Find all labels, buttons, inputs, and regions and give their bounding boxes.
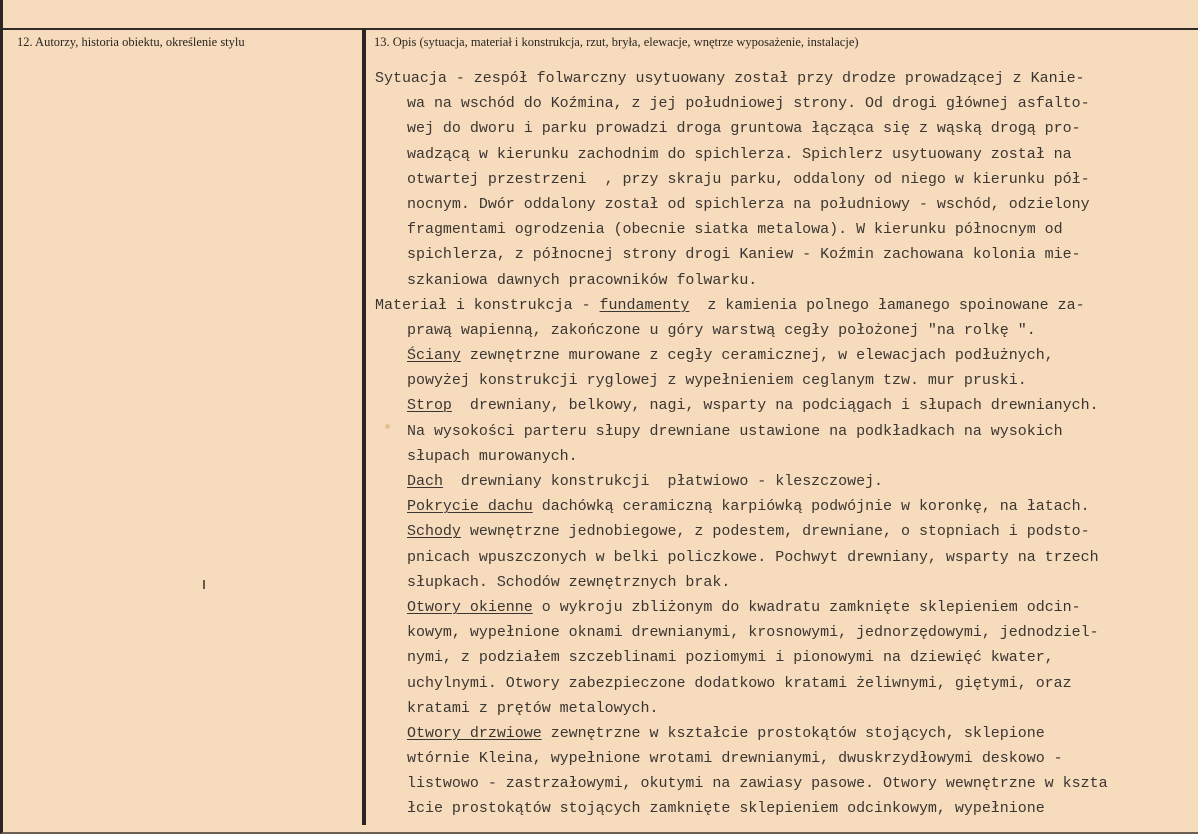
line-text: kratami z prętów metalowych.	[407, 699, 659, 717]
header-rule	[3, 28, 1198, 30]
section-12-heading: 12. Autorzy, historia obiektu, określenie stylu	[17, 35, 245, 49]
text-line	[375, 444, 1183, 469]
line-text: nocnym. Dwór oddalony został od spichlerza na południowy - wschód, odzielony	[407, 195, 1090, 213]
text-line	[375, 167, 1183, 192]
line-text: kowym, wypełnione oknami drewnianymi, krosnowymi, jednorzędowymi, jednodziel-	[407, 624, 1099, 642]
underlined-term: Otwory drzwiowe	[407, 724, 542, 742]
line-text: listwowo - zastrzałowymi, okutymi na zawiasy pasowe. Otwory wewnętrzne w kszta	[407, 775, 1108, 793]
text-line	[375, 696, 1183, 721]
text-line	[375, 419, 1183, 444]
line-text: zewnętrzne murowane z cegły ceramicznej, w elewacjach podłużnych,	[460, 347, 1054, 365]
line-text: powyżej konstrukcji ryglowej z wypełnieniem ceglanym tzw. mur pruski.	[407, 372, 1027, 390]
text-line	[375, 343, 1183, 368]
text-line	[375, 796, 1183, 821]
text-line	[375, 494, 1183, 519]
line-text: wtórnie Kleina, wypełnione wrotami drewnianymi, dwuskrzydłowymi deskowo -	[407, 750, 1063, 768]
text-line	[375, 721, 1183, 746]
text-line	[375, 192, 1183, 217]
line-text: nymi, z podziałem szczeblinami poziomymi i pionowymi na dziewięć kwater,	[407, 649, 1054, 667]
line-text: spichlerza, z północnej strony drogi Kaniew - Koźmin zachowana kolonia mie-	[407, 246, 1081, 264]
text-line	[375, 671, 1183, 696]
text-line	[375, 66, 1183, 91]
text-line	[375, 645, 1183, 670]
line-text: słupkach. Schodów zewnętrznych brak.	[407, 573, 731, 591]
underlined-term: Strop	[407, 397, 452, 415]
text-line	[375, 217, 1183, 242]
text-line	[375, 469, 1183, 494]
text-line	[375, 293, 1183, 318]
text-line	[375, 91, 1183, 116]
text-line	[375, 519, 1183, 544]
text-line	[375, 368, 1183, 393]
text-line	[375, 570, 1183, 595]
text-line	[375, 268, 1183, 293]
line-text: z kamienia polnego łamanego spoinowane za-	[689, 296, 1085, 314]
underlined-term: Ściany	[407, 347, 461, 365]
line-text: Sytuacja - zespół folwarczny usytuowany został przy drodze prowadzącej z Kanie-	[375, 70, 1085, 87]
line-text: dachówką ceramiczną karpiówką podwójnie w koronkę, na łatach.	[532, 498, 1090, 516]
text-line	[375, 545, 1183, 570]
line-text: szkaniowa dawnych pracowników folwarku.	[407, 271, 758, 289]
line-text: słupach murowanych.	[407, 447, 578, 465]
pen-mark	[203, 580, 205, 589]
column-divider	[362, 30, 366, 825]
text-line	[375, 318, 1183, 343]
description-text	[375, 66, 1183, 822]
text-line	[375, 620, 1183, 645]
text-line	[375, 771, 1183, 796]
line-text: łcie prostokątów stojących zamknięte sklepieniem odcinkowym, wypełnione	[407, 800, 1045, 818]
line-text: drewniany, belkowy, nagi, wsparty na podciągach i słupach drewnianych.	[451, 397, 1099, 415]
line-text: zewnętrzne w kształcie prostokątów stojących, sklepione	[541, 724, 1045, 742]
text-line	[375, 393, 1183, 418]
line-text: pnicach wpuszczonych w belki policzkowe. Pochwyt drewniany, wsparty na trzech	[407, 548, 1099, 566]
underlined-term: Schody	[407, 523, 461, 541]
text-line	[375, 242, 1183, 267]
text-line	[375, 746, 1183, 771]
line-text: prawą wapienną, zakończone u góry warstwą cegły położonej "na rolkę ".	[407, 321, 1036, 339]
line-text: Materiał i konstrukcja -	[375, 296, 600, 314]
underlined-term: fundamenty	[599, 296, 690, 314]
text-line	[375, 595, 1183, 620]
line-text: fragmentami ogrodzenia (obecnie siatka metalowa). W kierunku północnym od	[407, 221, 1063, 239]
line-text: otwartej przestrzeni , przy skraju parku, oddalony od niego w kierunku pół-	[407, 170, 1090, 188]
line-text: wej do dworu i parku prowadzi droga gruntowa łącząca się z wąską drogą pro-	[407, 120, 1081, 138]
underlined-term: Pokrycie dachu	[407, 498, 533, 516]
line-text: wa na wschód do Koźmina, z jej południowej strony. Od drogi głównej asfalto-	[407, 95, 1090, 113]
text-line	[375, 116, 1183, 141]
underlined-term: Dach	[407, 473, 443, 490]
line-text: drewniany konstrukcji płatwiowo - kleszczowej.	[442, 473, 884, 490]
text-line	[375, 142, 1183, 167]
line-text: o wykroju zbliżonym do kwadratu zamknięte sklepieniem odcin-	[532, 598, 1081, 616]
line-text: wewnętrzne jednobiegowe, z podestem, drewniane, o stopniach i podsto-	[460, 523, 1090, 541]
line-text: Na wysokości parteru słupy drewniane ustawione na podkładkach na wysokich	[407, 422, 1063, 440]
line-text: wadzącą w kierunku zachodnim do spichlerza. Spichlerz usytuowany został na	[407, 145, 1072, 163]
underlined-term: Otwory okienne	[407, 598, 533, 616]
section-13-heading: 13. Opis (sytuacja, materiał i konstrukcja, rzut, bryła, elewacje, wnętrze wyposażenie, instalacje)	[374, 35, 859, 49]
line-text: uchylnymi. Otwory zabezpieczone dodatkowo kratami żeliwnymi, giętymi, oraz	[407, 674, 1072, 692]
